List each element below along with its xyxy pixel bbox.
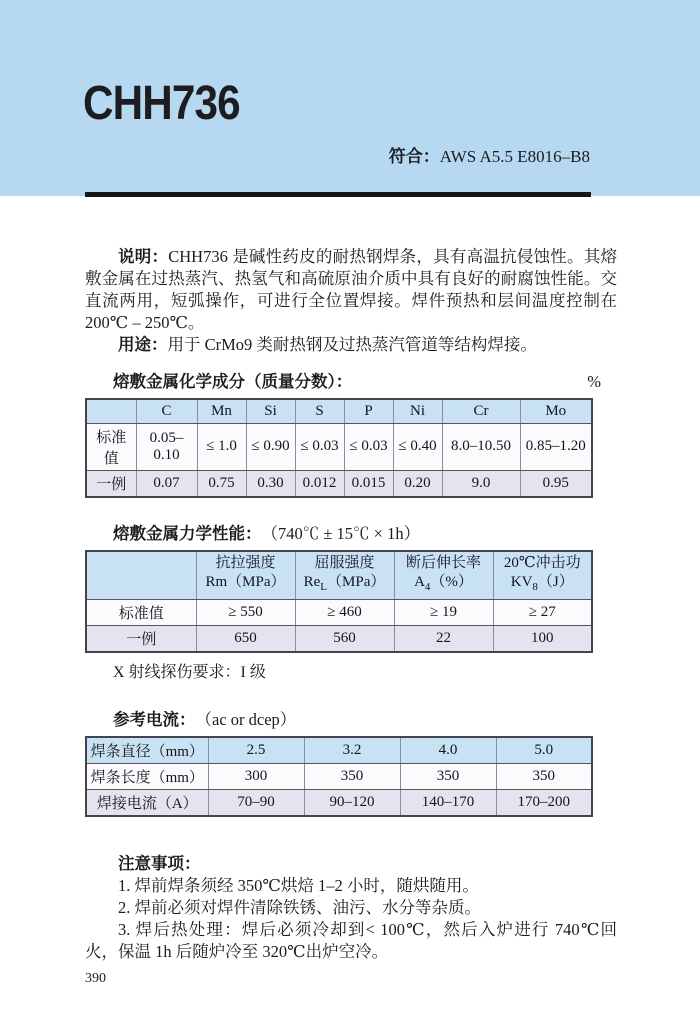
mech-col-cn: 抗拉强度 [215, 554, 276, 571]
chem-value: 0.07 [136, 470, 197, 497]
product-title: CHH736 [83, 77, 240, 130]
mech-col-header [295, 551, 394, 600]
description-label: 说明： [118, 248, 169, 266]
mech-title-text: 熔敷金属力学性能： [113, 524, 262, 543]
mech-value: 100 [493, 625, 592, 652]
xray-requirement-note: X 射线探伤要求：I 级 [113, 663, 266, 681]
content-column [85, 246, 617, 963]
mech-value: ≥ 460 [295, 599, 394, 625]
chem-value: ≤ 1.0 [197, 423, 246, 470]
note-item: 2. 焊前必须对焊件清除铁锈、油污、水分等杂质。 [118, 897, 481, 917]
chem-value: 9.0 [442, 470, 520, 497]
current-length-row [86, 763, 592, 789]
current-value: 2.5 [208, 737, 304, 764]
current-value: 350 [400, 763, 496, 789]
mech-standard-row [86, 599, 592, 625]
mech-value: ≥ 550 [196, 599, 295, 625]
chem-value: 0.20 [393, 470, 442, 497]
current-value: 170–200 [496, 789, 592, 816]
mech-col-symbol: $Re_L(MPa)$ [303, 573, 386, 593]
mech-value: 650 [196, 625, 295, 652]
compliance-line [389, 142, 590, 167]
chem-col-header: P [344, 399, 393, 423]
row-label: 一例 [86, 470, 136, 497]
row-label: 标准值 [86, 423, 136, 470]
current-value: 3.2 [304, 737, 400, 764]
notes-title: 注意事项： [118, 854, 201, 873]
chem-col-header: Ni [393, 399, 442, 423]
current-diameter-row [86, 737, 592, 764]
usage-paragraph [85, 334, 617, 356]
note-item: 3. 焊后热处理：焊后必须冷却到< 100℃，然后入炉进行 740℃回火，保温 1h 后随炉冷至 320℃出炉空冷。 [85, 919, 617, 961]
chem-header-row [86, 399, 592, 423]
chem-value: 0.30 [246, 470, 295, 497]
mech-corner-cell [86, 551, 196, 600]
current-value: 300 [208, 763, 304, 789]
current-title-text: 参考电流： [113, 710, 196, 729]
mech-example-row [86, 625, 592, 652]
mech-value: 560 [295, 625, 394, 652]
mech-col-header [394, 551, 493, 600]
current-value: 350 [496, 763, 592, 789]
chem-example-row [86, 470, 592, 497]
mech-title-note: （740℃ ± 15℃ × 1h） [261, 523, 421, 543]
chem-section-title [85, 372, 617, 392]
description-paragraph [85, 246, 617, 334]
mech-value: ≥ 19 [394, 599, 493, 625]
chem-value: 0.85–1.20 [520, 423, 592, 470]
chem-unit: % [587, 372, 601, 391]
mech-value: 22 [394, 625, 493, 652]
mech-col-symbol: Rm（MPa） [205, 573, 286, 590]
chem-value: 0.012 [295, 470, 344, 497]
mech-col-symbol: $A_4(\%)$ [414, 573, 473, 593]
note-item: 1. 焊前焊条须经 350℃烘焙 1–2 小时，随烘随用。 [118, 875, 479, 895]
usage-text: 用于 CrMo9 类耐热钢及过热蒸汽管道等结构焊接。 [167, 335, 537, 354]
chem-value: ≤ 0.03 [344, 423, 393, 470]
current-value: 4.0 [400, 737, 496, 764]
mech-col-cn: 20℃冲击功 [503, 554, 581, 571]
notes-section [85, 853, 617, 963]
current-section-title [85, 710, 617, 730]
page-banner [0, 0, 700, 196]
chem-value: ≤ 0.90 [246, 423, 295, 470]
chem-col-header: S [295, 399, 344, 423]
mech-col-symbol: $KV_8(J)$ [510, 573, 574, 593]
usage-label: 用途： [118, 336, 168, 354]
mech-header-row [86, 551, 592, 600]
chem-col-header: Mn [197, 399, 246, 423]
chem-value: 0.75 [197, 470, 246, 497]
chem-corner-cell [86, 399, 136, 423]
chem-col-header: Si [246, 399, 295, 423]
mech-col-header [196, 551, 295, 600]
page-number: 390 [85, 971, 106, 986]
chem-standard-row [86, 423, 592, 470]
chem-value: 0.015 [344, 470, 393, 497]
row-label: 焊接电流（A） [86, 789, 208, 816]
row-label: 一例 [86, 625, 196, 652]
reference-current-table [85, 736, 593, 817]
compliance-value: AWS A5.5 E8016–B8 [439, 147, 590, 166]
chem-value: ≤ 0.03 [295, 423, 344, 470]
row-label: 焊条长度（mm） [86, 763, 208, 789]
banner-rule [85, 192, 591, 197]
mech-value: ≥ 27 [493, 599, 592, 625]
mech-properties-table [85, 550, 593, 653]
current-value: 5.0 [496, 737, 592, 764]
mech-section-title [85, 524, 617, 544]
chem-value: 0.05–0.10 [136, 423, 197, 470]
current-value: 140–170 [400, 789, 496, 816]
chem-col-header: Mo [520, 399, 592, 423]
mech-col-header [493, 551, 592, 600]
chem-value: ≤ 0.40 [393, 423, 442, 470]
mech-col-cn: 断后伸长率 [405, 554, 481, 571]
current-title-note: （ac or dcep） [195, 709, 297, 729]
row-label: 焊条直径（mm） [86, 737, 208, 764]
current-value: 90–120 [304, 789, 400, 816]
mech-col-cn: 屈服强度 [314, 554, 375, 571]
chem-value: 8.0–10.50 [442, 423, 520, 470]
description-text: CHH736 是碱性药皮的耐热钢焊条，具有高温抗侵蚀性。其熔敷金属在过热蒸汽、热氢气和高硫原油介质中具有良好的耐腐蚀性能。交直流两用，短弧操作，可进行全位置焊接。焊件预热和层间温度控制在 200℃ – 250℃。 [85, 247, 618, 332]
current-amperage-row [86, 789, 592, 816]
current-value: 350 [304, 763, 400, 789]
chem-title-text: 熔敷金属化学成分（质量分数）： [113, 373, 353, 391]
chem-composition-table [85, 398, 593, 498]
row-label: 标准值 [86, 599, 196, 625]
current-value: 70–90 [208, 789, 304, 816]
chem-col-header: Cr [442, 399, 520, 423]
compliance-label: 符合： [388, 147, 440, 166]
chem-value: 0.95 [520, 470, 592, 497]
chem-col-header: C [136, 399, 197, 423]
